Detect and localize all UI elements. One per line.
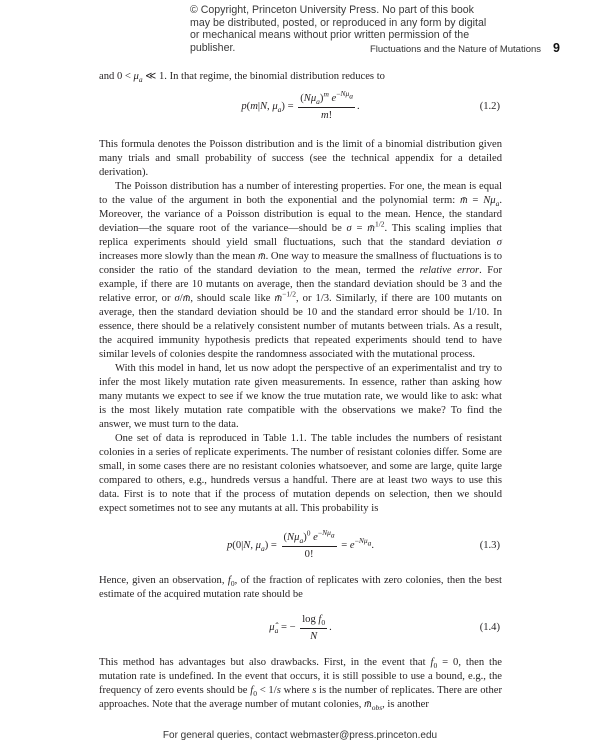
footer-contact: For general queries, contact webmaster@press.princeton.edu [162,730,438,741]
body-text [99,70,502,712]
running-head-title: Fluctuations and the Nature of Mutations [369,44,542,55]
paragraph: Hence, given an observation, $f_0$, of the fraction of replicates with zero colonies, then the best estimate of the acquired mutation rate should be [99,575,502,600]
paragraph: This formula denotes the Poisson distribution and is the limit of a binomial distribution given many trials and small probability of success (see the technical appendix for a detailed derivation). [99,139,502,178]
paragraph: This method has advantages but also drawbacks. First, in the event that $f_0 = 0$, then the mutation rate is undefined. In the event that occurs, it is still possible to use a bound, e.g., the frequency of zero events should be $f_0 < 1/s$ where s is the number of replicates. There are other approaches. Note that the average number of mutant colonies, $m̄_{obs}$, is another [99,657,502,713]
running-head [370,41,560,55]
paragraph: and $0 < \mu_a$ ≪ 1. In that regime, the binomial distribution reduces to [99,71,385,85]
copyright-notice: © Copyright, Princeton University Press. No part of this book may be distributed, posted, or reproduced in any form by digital or mechanical means without prior written permission of the publisher. [190,4,487,54]
page-number: 9 [553,41,560,55]
equation-1-4: $\mû_a$ = − $\frac{\log f_0}{N}$ . (1.4) [269,613,500,642]
equation-number: (1.2) [479,101,500,112]
paragraph: One set of data is reproduced in Table 1.1. The table includes the numbers of resistant colonies in a series of replicate experiments. The number of resistant colonies differ. Some are small, in some cases there are no resistant colonies whatsoever, and some are large, quite large compared to others, e.g., hundreds versus a handful. There are at least two ways to use this data. First is to note that if the process of mutation depends on selection, then we should expect sometimes not to see any mutants at all. This probability is [99,433,502,514]
equation-1-2: p(m|N, $\mu_a$) = $\frac{(N\mu_a)^m e^{-N\mu_a}}{m!}$ . (1.2) [241,88,500,121]
paragraph: The Poisson distribution has a number of interesting properties. For one, the mean is equal to the value of the argument in both the exponential and the polynomial term: m̄ = $N\mu_a$. Moreover, the variance of a Poisson distribution is equal to the mean. Hence, the standard deviation—the square root of the variance—should be σ = m̄$^{1/2}$. This scaling implies that replica experiments should yield small fluctuations, such that the standard deviation σ increases more slowly than the mean m̄. One way to measure the smallness of fluctuations is to consider the ratio of the standard deviation to the mean, termed the relative error. For example, if there are 10 mutants on average, then the standard deviation should be 3 and the relative error, or σ/m̄, should scale like m̄$^{-1/2}$, or 1/3. Similarly, if there are 100 mutants on average, then the standard deviation should be 10 and the standard error should be 1/10. In essence, there should be a relatively consistent number of mutants between trials. As a result, the acquired immunity hypothesis predicts that repeated experiments should tend to have similar levels of colonies despite the randomness associated with the mutational process. [99,181,503,360]
equation-number: (1.4) [479,622,500,633]
paragraph: With this model in hand, let us now adopt the perspective of an experimentalist and try to infer the most likely mutation rate given measurements. In essence, rather than asking how many mutants we expect to see if we know the true mutation rate, we would like to ask: what is the most likely mutation rate compatible with the observations we make? To find the answer, we must turn to the data. [99,363,502,430]
equation-1-3: p(0|N, $\mu_a$) = $\frac{(N\mu_a)^0 e^{-N\mu_a}}{0!}$ = $e^{-N\mu_a}$. (1.3) [227,527,500,560]
equation-number: (1.3) [479,540,500,551]
